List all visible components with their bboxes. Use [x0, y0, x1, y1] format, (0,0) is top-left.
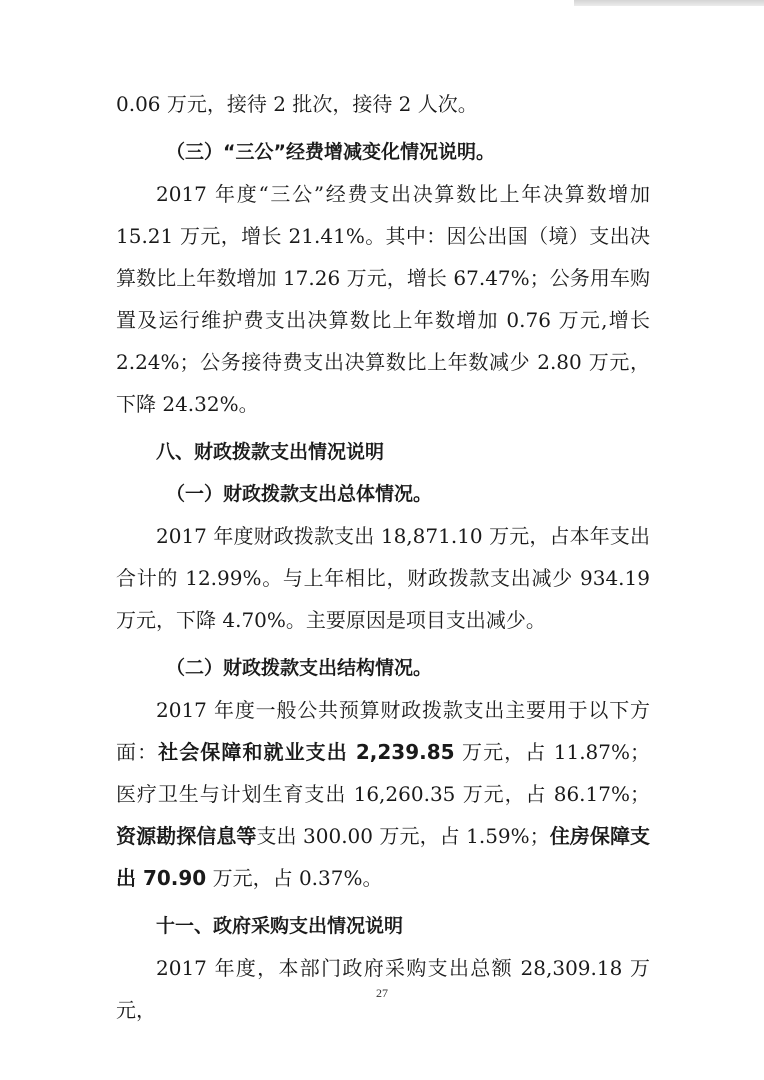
structure-text-2: 万元，占 11.87%；医疗卫生与计划生育支出 16,260.35 万元，占 86.17%； [116, 740, 651, 806]
heading-sangong-change: （三）“三公”经费增减变化情况说明。 [166, 141, 495, 163]
heading-section-eleven: 十一、政府采购支出情况说明 [156, 915, 404, 937]
structure-text-3: 支出 300.00 万元，占 1.59%； [256, 824, 550, 848]
paragraph-continuation: 0.06 万元，接待 2 批次，接待 2 人次。 [116, 92, 478, 116]
paragraph-procurement: 2017 年度，本部门政府采购支出总额 28,309.18 万元， [116, 956, 650, 1022]
heading-overall: （一）财政拨款支出总体情况。 [166, 483, 433, 505]
structure-social-security: 社会保障和就业支出 2,239.85 [158, 740, 455, 764]
paragraph-overall: 2017 年度财政拨款支出 18,871.10 万元，占本年支出合计的 12.99%。与上年相比，财政拨款支出减少 934.19 万元，下降 4.70%。主要原因是项目支出减少。 [116, 524, 650, 632]
paragraph-structure [116, 689, 650, 899]
structure-text-1: 2017 年度一般公共预算财政拨款支出主要用于以下方面： [116, 698, 650, 764]
structure-housing: 住房保障支出 70.90 [116, 824, 651, 890]
page-number: 27 [376, 986, 388, 1000]
scan-edge-mark [574, 0, 764, 6]
document-body [116, 83, 650, 1031]
heading-structure: （二）财政拨款支出结构情况。 [166, 657, 433, 679]
structure-resource-exploration: 资源勘探信息等 [116, 824, 257, 848]
heading-section-eight: 八、财政拨款支出情况说明 [156, 441, 385, 463]
structure-text-4: 万元，占 0.37%。 [206, 866, 383, 890]
paragraph-sangong-change: 2017 年度“三公”经费支出决算数比上年决算数增加 15.21 万元，增长 21.41%。其中：因公出国（境）支出决算数比上年数增加 17.26 万元，增长 67.47%；公务用车购置及运行维护费支出决算数比上年数增加 0.76 万元,增长 2.24%；公务接待费支出决算数比上年数减少 2.80 万元，下降 24.32%。 [116, 182, 650, 416]
